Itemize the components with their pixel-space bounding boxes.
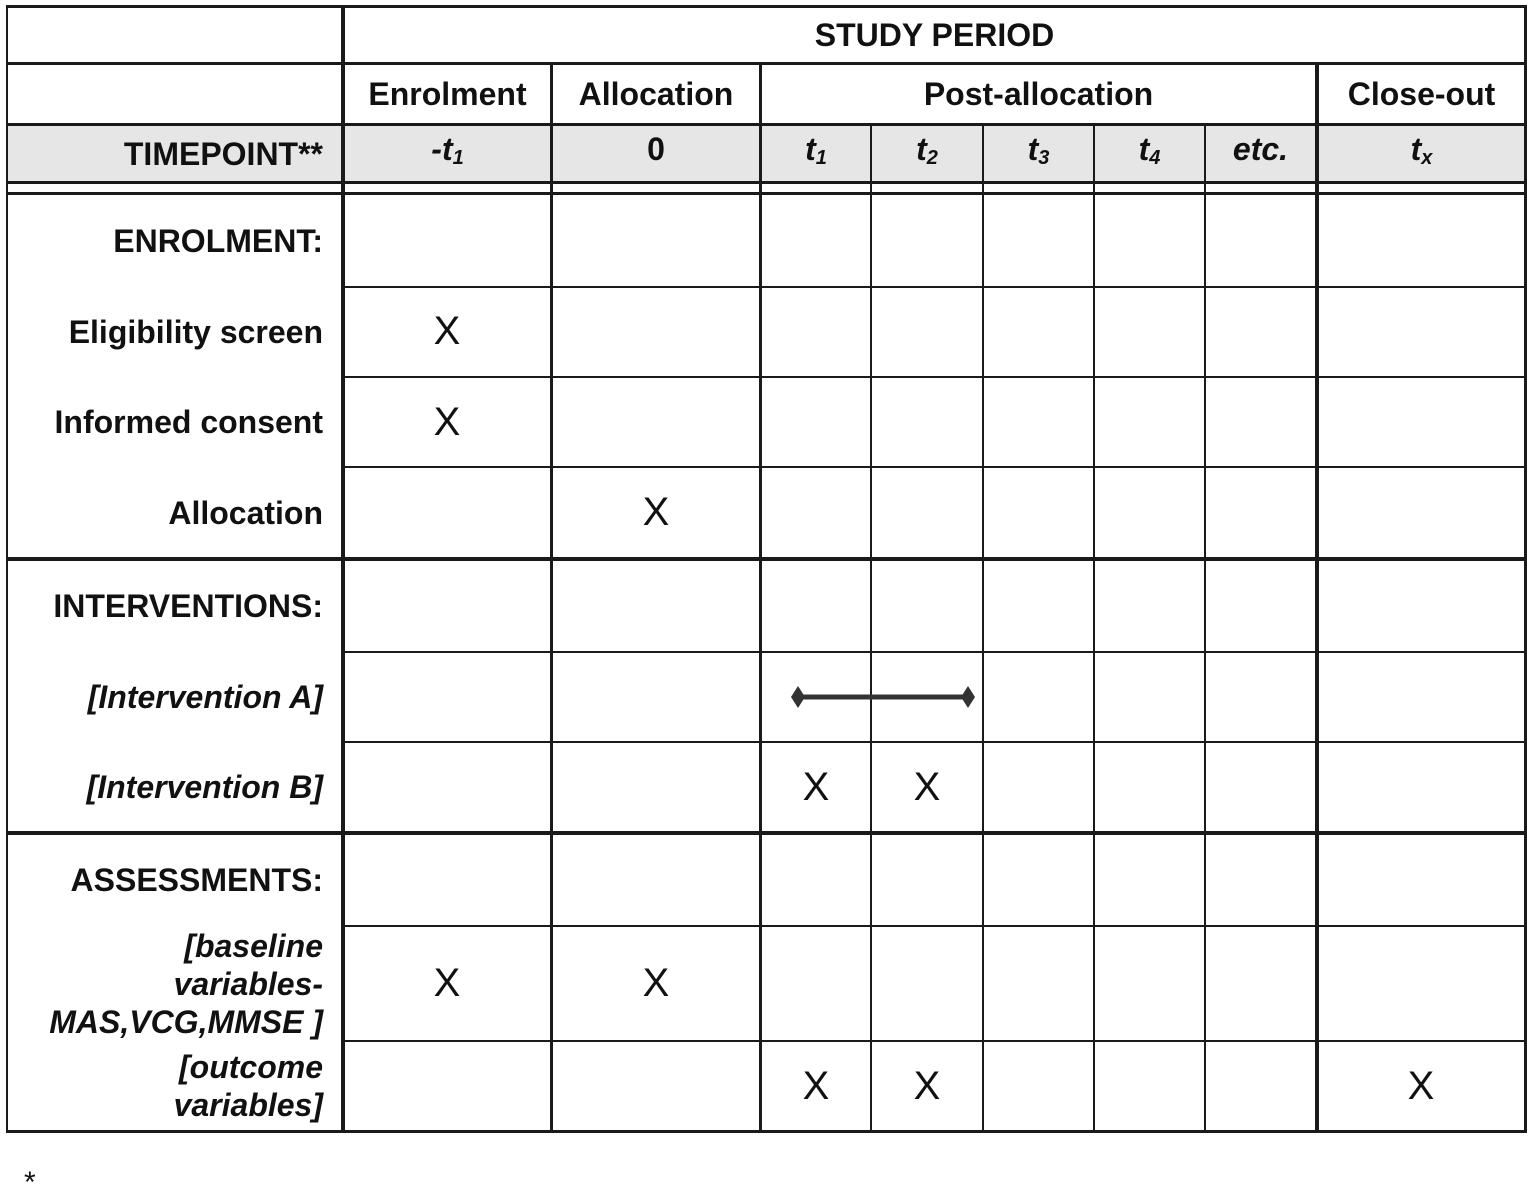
- section-assessments: ASSESSMENTS:: [70, 862, 323, 898]
- row-baseline-line: [baseline: [184, 927, 323, 964]
- x-mark: X: [433, 400, 461, 444]
- row-outcome-line: [outcome: [179, 1049, 323, 1085]
- x-mark: X: [433, 961, 461, 1005]
- row-eligibility-screen: Eligibility screen: [68, 314, 323, 350]
- span-right-diamond: [961, 686, 975, 708]
- timepoint-base: -t: [431, 131, 453, 167]
- study-period-header: STUDY PERIOD: [814, 17, 1055, 53]
- x-mark: X: [802, 765, 830, 809]
- timepoint-base: t: [805, 131, 816, 167]
- timepoint-sub: 1: [815, 147, 827, 169]
- timepoint-base: t: [1138, 131, 1150, 167]
- x-mark: X: [802, 1064, 830, 1108]
- timepoint-base: 0: [647, 130, 665, 167]
- x-mark: X: [642, 961, 670, 1005]
- timepoint-label: TIMEPOINT**: [123, 135, 323, 172]
- timepoint-sub: 4: [1149, 147, 1161, 169]
- timepoint-base: t: [916, 131, 927, 167]
- period-enrolment: Enrolment: [368, 76, 527, 112]
- row-informed-consent: Informed consent: [54, 404, 323, 440]
- row-intervention-a: [Intervention A]: [87, 679, 323, 715]
- timepoint-sub: 2: [926, 147, 938, 169]
- timepoint-sub: 3: [1038, 147, 1050, 169]
- timepoint-base: t: [1027, 131, 1039, 167]
- section-enrolment: ENROLMENT:: [113, 222, 323, 259]
- x-mark: X: [1407, 1064, 1435, 1108]
- x-mark: X: [433, 309, 461, 353]
- period-allocation: Allocation: [578, 76, 734, 112]
- footnote: *: [24, 1166, 36, 1199]
- period-close-out: Close-out: [1347, 76, 1496, 112]
- timepoint-sub: x: [1421, 147, 1433, 169]
- timepoint-base: etc.: [1232, 131, 1289, 167]
- period-post-allocation: Post-allocation: [923, 76, 1154, 112]
- timepoint-base: t: [1410, 131, 1422, 167]
- span-left-diamond: [791, 686, 805, 708]
- row-intervention-b: [Intervention B]: [86, 769, 323, 805]
- x-mark: X: [913, 1064, 941, 1108]
- x-mark: X: [913, 765, 941, 809]
- x-mark: X: [642, 490, 670, 534]
- row-baseline-line: MAS,VCG,MMSE ]: [49, 1003, 323, 1040]
- row-outcome-line: variables]: [173, 1087, 323, 1123]
- row-allocation: Allocation: [168, 494, 323, 531]
- timepoint-sub: 1: [452, 147, 464, 169]
- row-baseline-line: variables-: [173, 965, 323, 1002]
- section-interventions: INTERVENTIONS:: [53, 588, 323, 624]
